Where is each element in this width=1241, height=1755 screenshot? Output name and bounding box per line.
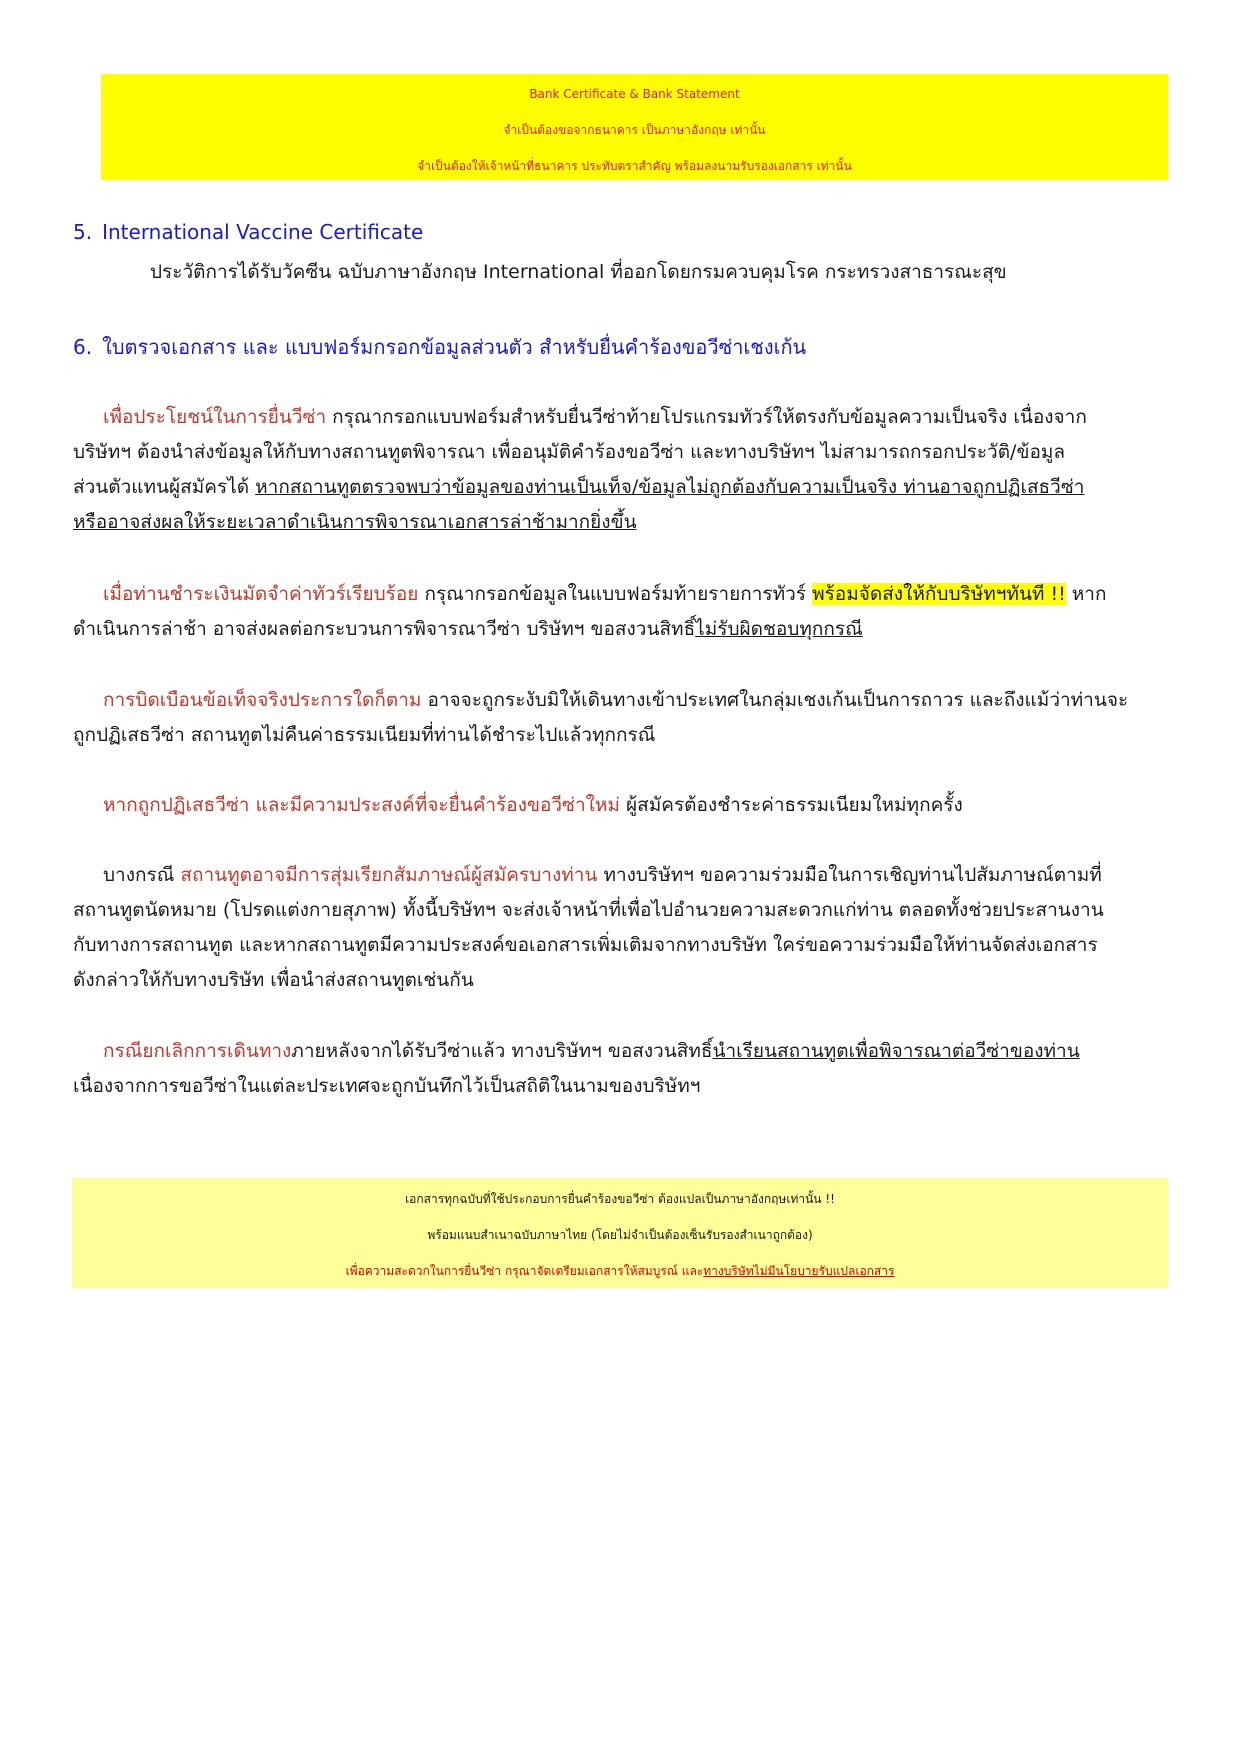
- para-5-line-2: สถานทูตนัดหมาย (โปรดแต่งกายสุภาพ) ทั้งนี้บริษัทฯ จะส่งเจ้าหน้าที่เพื่อไปอำนวยความสะดวกแก่ท่าน ตลอดทั้งช่วยประสานงาน: [73, 899, 1104, 921]
- para-2-lead: เมื่อท่านชำระเงินมัดจำค่าทัวร์เรียบร้อย: [103, 583, 419, 605]
- paragraph-visa-benefit: [73, 400, 1168, 540]
- para-4-lead: หากถูกปฏิเสธวีซ่า และมีความประสงค์ที่จะยื่นคำร้องขอวีซ่าใหม่: [103, 794, 620, 816]
- para-3-lead: การบิดเบือนข้อเท็จจริงประการใดก็ตาม: [103, 689, 422, 711]
- para-2-line-1: กรุณากรอกข้อมูลในแบบฟอร์มท้ายรายการทัวร์: [418, 583, 813, 605]
- notice-title: Bank Certificate & Bank Statement: [529, 87, 740, 101]
- para-1-line-2: บริษัทฯ ต้องนำส่งข้อมูลให้กับทางสถานทูตพิจารณา เพื่ออนุมัติคำร้องขอวีซ่า และทางบริษัทฯ ไม่สามารถกรอกประวัติ/ข้อมูล: [73, 441, 1066, 463]
- para-2-line-2: ดำเนินการล่าช้า อาจส่งผลต่อกระบวนการพิจารณาวีซ่า บริษัทฯ ขอสงวนสิทธิ์: [73, 618, 696, 640]
- section-6-heading: [73, 331, 806, 363]
- para-5-line-1: ทางบริษัทฯ ขอความร่วมมือในการเชิญท่านไปสัมภาษณ์ตามที่: [597, 864, 1102, 886]
- paragraph-reapply: [73, 788, 1168, 823]
- para-6-line-1-underlined: นำเรียนสถานทูตเพื่อพิจารณาต่อวีซ่าของท่าน: [712, 1040, 1080, 1062]
- translation-notice: [72, 1178, 1168, 1288]
- para-6-line-1: ภายหลังจากได้รับวีซ่าแล้ว ทางบริษัทฯ ขอสงวนสิทธิ์: [291, 1040, 713, 1062]
- translation-line-1: เอกสารทุกฉบับที่ใช้ประกอบการยื่นคำร้องขอวีซ่า ต้องแปลเป็นภาษาอังกฤษเท่านั้น !!: [405, 1192, 835, 1206]
- para-1-line-1: กรุณากรอกแบบฟอร์มสำหรับยื่นวีซ่าท้ายโปรแกรมทัวร์ให้ตรงกับข้อมูลความเป็นจริง เนื่องจาก: [326, 406, 1087, 428]
- translation-line-3: เพื่อความสะดวกในการยื่นวีซ่า กรุณาจัดเตรียมเอกสารให้สมบูรณ์ และ: [345, 1264, 704, 1278]
- para-5-line-3: กับทางการสถานทูต และหากสถานทูตมีความประสงค์ขอเอกสารเพิ่มเติมจากทางบริษัท ใคร่ขอความร่วมมือให้ท่านจัดส่งเอกสาร: [73, 934, 1098, 956]
- para-2-highlight: พร้อมจัดส่งให้กับบริษัทฯทันที !!: [812, 583, 1066, 605]
- section-5-number: 5.: [73, 220, 93, 244]
- para-3-line-1: อาจจะถูกระงับมิให้เดินทางเข้าประเทศในกลุ่มเชงเก้นเป็นการถาวร และถึงแม้ว่าท่านจะ: [421, 689, 1129, 711]
- bank-certificate-notice: [101, 74, 1168, 180]
- notice-line-2: จำเป็นต้องขอจากธนาคาร เป็นภาษาอังกฤษ เท่านั้น: [503, 123, 766, 137]
- para-5-line-4: ดังกล่าวให้กับทางบริษัท เพื่อนำส่งสถานทูตเช่นกัน: [73, 969, 474, 991]
- para-6-lead: กรณียกเลิกการเดินทาง: [103, 1040, 292, 1062]
- section-5-title: International Vaccine Certificate: [102, 220, 424, 244]
- section-6-title: ใบตรวจเอกสาร และ แบบฟอร์มกรอกข้อมูลส่วนตัว สำหรับยื่นคำร้องขอวีซ่าเชงเก้น: [102, 335, 807, 359]
- para-2-line-1-end: หาก: [1065, 583, 1107, 605]
- section-5-heading: [73, 220, 423, 244]
- paragraph-interview: [73, 858, 1168, 998]
- paragraph-cancellation: [73, 1034, 1168, 1104]
- para-1-lead: เพื่อประโยชน์ในการยื่นวีซ่า: [103, 406, 327, 428]
- para-3-line-2: ถูกปฏิเสธวีซ่า สถานทูตไม่คืนค่าธรรมเนียมที่ท่านได้ชำระไปแล้วทุกกรณี: [73, 724, 656, 746]
- notice-line-3: จำเป็นต้องให้เจ้าหน้าที่ธนาคาร ประทับตราสำคัญ พร้อมลงนามรับรองเอกสาร เท่านั้น: [417, 159, 852, 173]
- translation-line-2: พร้อมแนบสำเนาฉบับภาษาไทย (โดยไม่จำเป็นต้องเซ็นรับรองสำเนาถูกต้อง): [427, 1228, 813, 1242]
- paragraph-false-info: [73, 683, 1168, 753]
- para-1-line-3-underlined: หากสถานทูตตรวจพบว่าข้อมูลของท่านเป็นเท็จ/ข้อมูลไม่ถูกต้องกับความเป็นจริง ท่านอาจถูกปฏิเสธวีซ่า: [255, 476, 1085, 498]
- para-1-line-3a: ส่วนตัวแทนผู้สมัครได้: [73, 476, 256, 498]
- paragraph-deposit: [73, 577, 1168, 647]
- translation-line-3-underlined: ทางบริษัทไม่มีนโยบายรับแปลเอกสาร: [703, 1264, 895, 1278]
- para-5-pre: บางกรณี: [103, 864, 181, 886]
- section-6-number: 6.: [73, 335, 93, 359]
- para-5-lead: สถานทูตอาจมีการสุ่มเรียกสัมภาษณ์ผู้สมัครบางท่าน: [180, 864, 598, 886]
- para-2-line-2-underlined: ไม่รับผิดชอบทุกกรณี: [695, 618, 863, 640]
- section-5-body: ประวัติการได้รับวัคซีน ฉบับภาษาอังกฤษ International ที่ออกโดยกรมควบคุมโรค กระทรวงสาธารณะสุข: [150, 261, 1007, 283]
- para-1-line-4-underlined: หรืออาจส่งผลให้ระยะเวลาดำเนินการพิจารณาเอกสารล่าช้ามากยิ่งขึ้น: [73, 511, 637, 533]
- para-6-line-2: เนื่องจากการขอวีซ่าในแต่ละประเทศจะถูกบันทึกไว้เป็นสถิติในนามของบริษัทฯ: [73, 1075, 701, 1097]
- para-4-line-1: ผู้สมัครต้องชำระค่าธรรมเนียมใหม่ทุกครั้ง: [619, 794, 963, 816]
